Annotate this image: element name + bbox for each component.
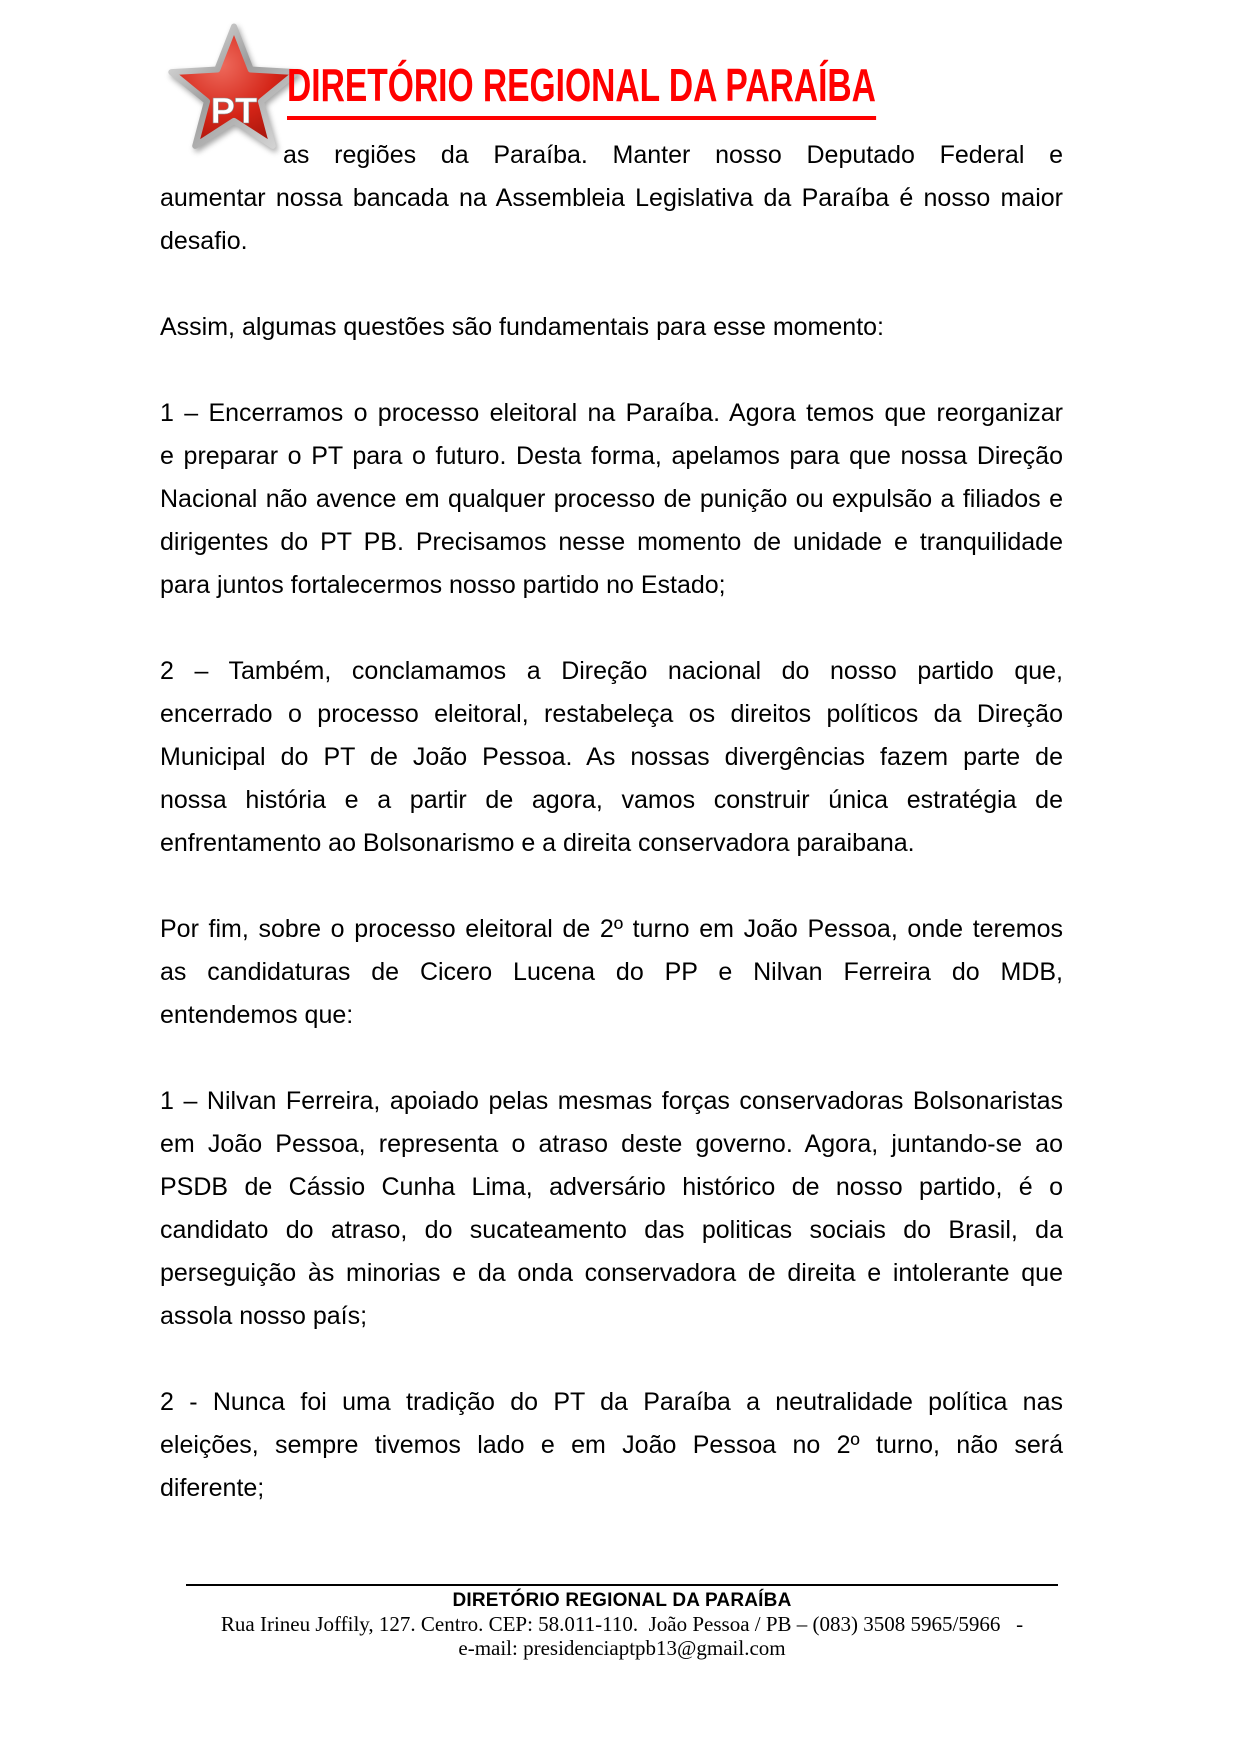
text-line: enfrentamento ao Bolsonarismo e a direita conservadora paraibana. <box>160 829 915 857</box>
footer-divider <box>186 1584 1058 1586</box>
paragraph <box>160 908 1063 1037</box>
text-line: aumentar nossa bancada na Assembleia Legislativa da Paraíba é nosso maior <box>160 184 1063 212</box>
text-line: assola nosso país; <box>160 1302 368 1330</box>
footer-org-name: DIRETÓRIO REGIONAL DA PARAÍBA <box>452 1590 792 1611</box>
logo-text: PT <box>210 89 258 131</box>
text-line: candidato do atraso, do sucateamento das politicas sociais do Brasil, da <box>160 1216 1063 1244</box>
text-line: Nacional não avence em qualquer processo de punição ou expulsão a filiados e <box>160 485 1063 513</box>
text-line: eleições, sempre tivemos lado e em João Pessoa no 2º turno, não será <box>160 1431 1063 1459</box>
paragraph <box>160 392 1063 607</box>
text-line: entendemos que: <box>160 1001 354 1029</box>
paragraph <box>160 1381 1063 1510</box>
text-line: perseguição às minorias e da onda conservadora de direita e intolerante que <box>160 1259 1063 1287</box>
document-body <box>160 134 1063 1553</box>
text-line: 1 – Encerramos o processo eleitoral na Paraíba. Agora temos que reorganizar <box>160 399 1063 427</box>
paragraph <box>160 134 1063 263</box>
paragraph <box>160 650 1063 865</box>
text-line: encerrado o processo eleitoral, restabeleça os direitos políticos da Direção <box>160 700 1063 728</box>
text-line: dirigentes do PT PB. Precisamos nesse momento de unidade e tranquilidade <box>160 528 1063 556</box>
paragraph <box>160 1080 1063 1338</box>
document-footer <box>186 1584 1058 1660</box>
text-line: Municipal do PT de João Pessoa. As nossas divergências fazem parte de <box>160 743 1063 771</box>
text-line: 2 - Nunca foi uma tradição do PT da Paraíba a neutralidade política nas <box>160 1388 1063 1416</box>
footer-address: Rua Irineu Joffily, 127. Centro. CEP: 58.011-110. João Pessoa / PB – (083) 3508 5965/5966 - <box>220 1612 1024 1636</box>
text-line: diferente; <box>160 1474 265 1502</box>
text-line: para juntos fortalecermos nosso partido no Estado; <box>160 571 726 599</box>
text-line: as candidaturas de Cicero Lucena do PP e Nilvan Ferreira do MDB, <box>160 958 1063 986</box>
paragraph <box>160 306 1063 349</box>
text-line: 2 – Também, conclamamos a Direção nacional do nosso partido que, <box>160 657 1063 685</box>
footer-email: e-mail: presidenciaptpb13@gmail.com <box>458 1636 786 1660</box>
text-line: nossa história e a partir de agora, vamos construir única estratégia de <box>160 786 1063 814</box>
page-title: DIRETÓRIO REGIONAL DA PARAÍBA <box>287 60 876 120</box>
text-line: 1 – Nilvan Ferreira, apoiado pelas mesmas forças conservadoras Bolsonaristas <box>160 1087 1063 1115</box>
text-line: PSDB de Cássio Cunha Lima, adversário histórico de nosso partido, é o <box>160 1173 1063 1201</box>
text-line: em João Pessoa, representa o atraso deste governo. Agora, juntando-se ao <box>160 1130 1063 1158</box>
text-line: desafio. <box>160 227 248 255</box>
text-line: e preparar o PT para o futuro. Desta forma, apelamos para que nossa Direção <box>160 442 1063 470</box>
text-line: as regiões da Paraíba. Manter nosso Deputado Federal e <box>283 141 1063 169</box>
text-line: Assim, algumas questões são fundamentais para esse momento: <box>160 313 884 341</box>
text-line: Por fim, sobre o processo eleitoral de 2º turno em João Pessoa, onde teremos <box>160 915 1063 943</box>
